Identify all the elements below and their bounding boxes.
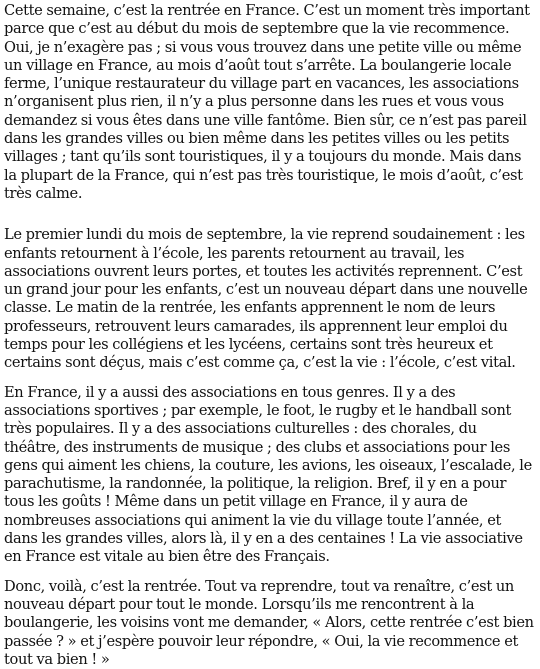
document-body (4, 2, 536, 669)
paragraph-premier-lundi: Le premier lundi du mois de septembre, la vie reprend soudainement : les enfants retournent à l’école, les parents retournent au travail, les associations ouvrent leurs portes, et toutes les activités reprennent. C’est un grand jour pour les enfants, c’est un nouveau départ dans une nouvelle classe. Le matin de la rentrée, les enfants apprennent le nom de leurs professeurs, retrouvent leurs camarades, ils apprennent leur emploi du temps pour les collégiens et les lycéens, certains sont très heureux et certains sont déçus, mais c’est comme ça, c’est la vie : l’école, c’est vital. (4, 226, 528, 372)
paragraph-associations: En France, il y a aussi des associations en tous genres. Il y a des associations sportives ; par exemple, le foot, le rugby et le handball sont très populaires. Il y a des associations culturelles : des chorales, du théâtre, des instruments de musique ; des clubs et associations pour les gens qui aiment les chiens, la couture, les avions, les oiseaux, l’escalade, le parachutisme, la randonnée, la politique, la religion. Bref, il y en a pour tous les goûts ! Même dans un petit village en France, il y aura de nombreuses associations qui animent la vie du village toute l’année, et dans les grandes villes, alors là, il y en a des centaines ! La vie associative en France est vitale au bien être des Français. (4, 383, 532, 566)
paragraph-conclusion: Donc, voilà, c’est la rentrée. Tout va reprendre, tout va renaître, c’est un nouveau départ pour tout le monde. Lorsqu’ils me rencontrent à la boulangerie, les voisins vont me demander, « Alors, cette rentrée c’est bien passée ? » et j’espère pouvoir leur répondre, « Oui, la vie recommence et tout va bien ! » (4, 577, 534, 668)
paragraph-rentree-intro: Cette semaine, c’est la rentrée en France. C’est un moment très important parce que c’est au début du mois de septembre que la vie recommence. Oui, je n’exagère pas ; si vous vous trouvez dans une petite ville ou même un village en France, au mois d’août tout s’arrête. La boulangerie locale ferme, l’unique restaurateur du village part en vacances, les associations n’organisent plus rien, il n’y a plus personne dans les rues et vous vous demandez si vous êtes dans une ville fantôme. Bien sûr, ce n’est pas pareil dans les grandes villes ou bien même dans les petites villes ou les petits villages ; tant qu’ils sont touristiques, il y a toujours du monde. Mais dans la plupart de la France, qui n’est pas très touristique, le mois d’août, c’est très calme. (4, 2, 530, 202)
